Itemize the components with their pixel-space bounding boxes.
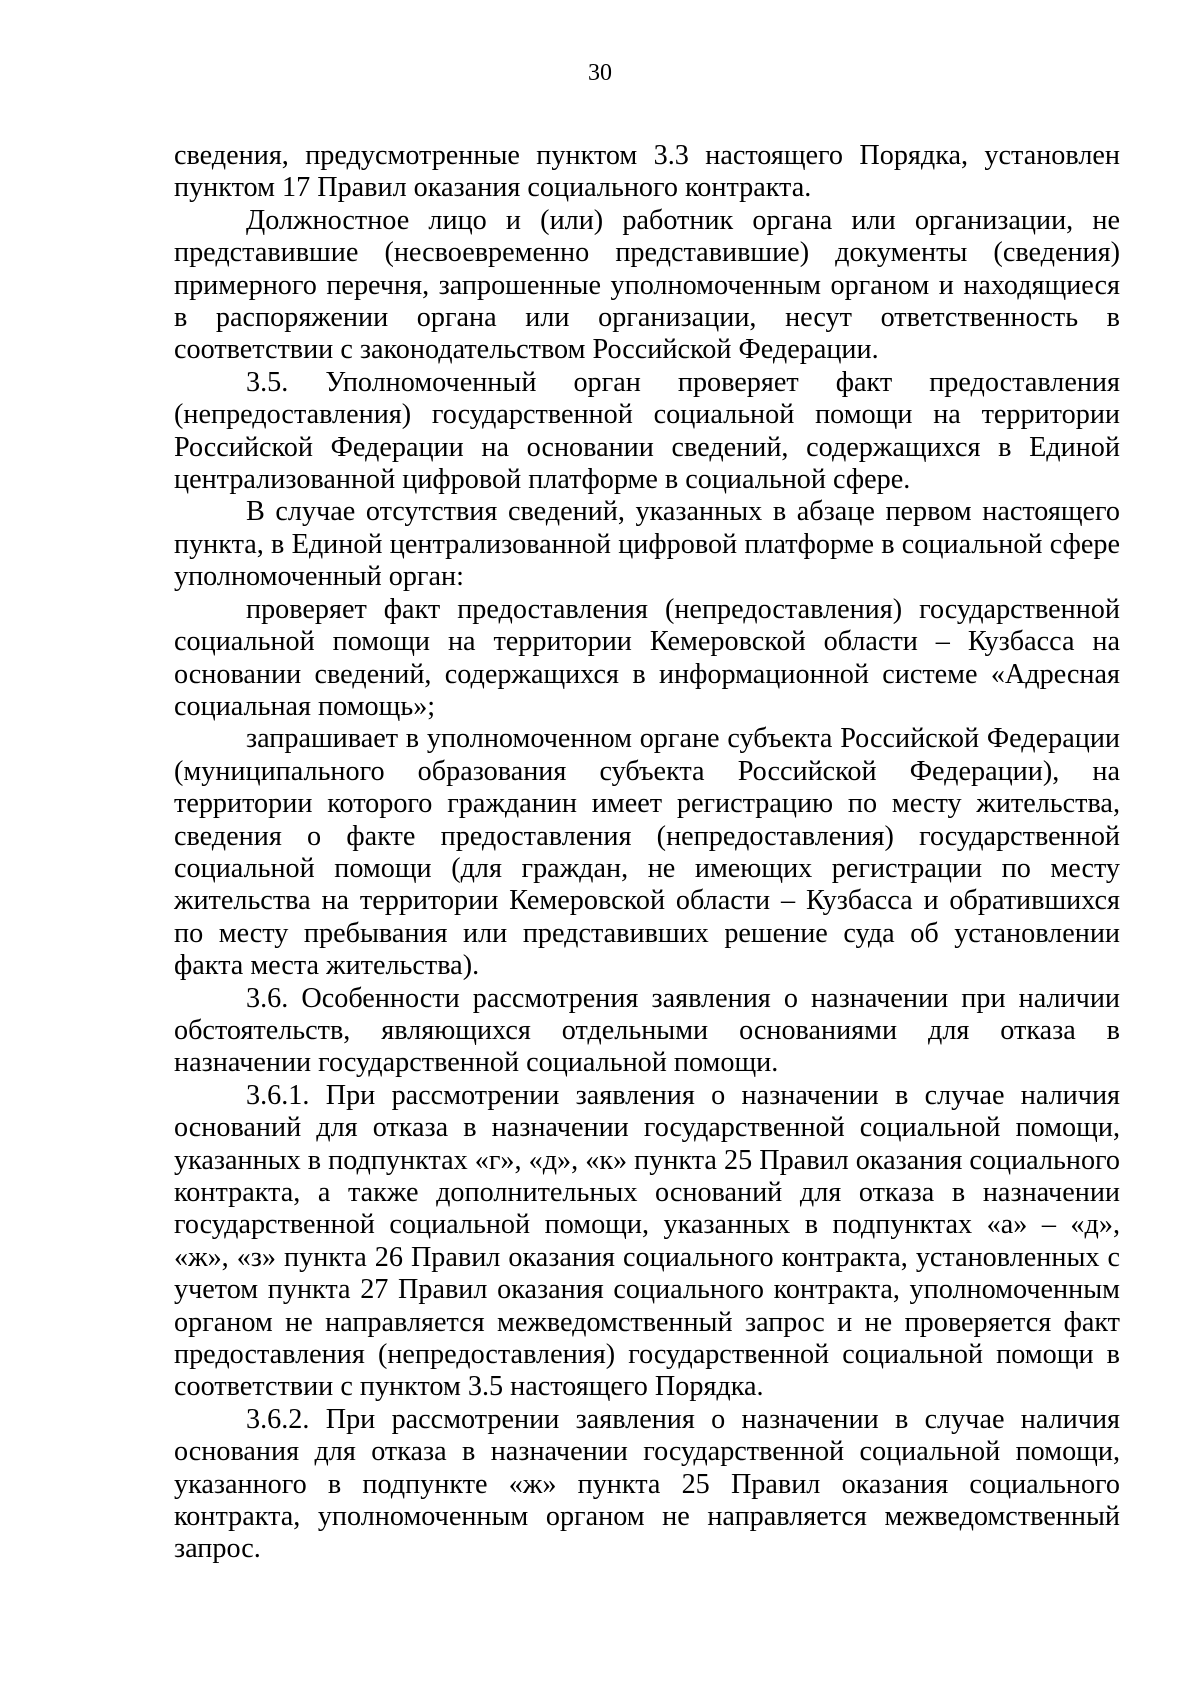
paragraph-requests-information: запрашивает в уполномоченном органе субъекта Российской Федерации (муниципального образования субъекта Российской Федерации), на территории которого гражданин имеет регистрацию по месту жительства, сведения о факте предоставления (непредоставления) государственной социальной помощи (для граждан, не имеющих регистрации по месту жительства на территории Кемеровской области – Кузбасса и обратившихся по месту пребывания или представивших решение суда об установлении факта места жительства). — [174, 723, 1120, 982]
paragraph-3-6-2: 3.6.2. При рассмотрении заявления о назначении в случае наличия основания для отказа в назначении государственной социальной помощи, указанного в подпункте «ж» пункта 25 Правил оказания социального контракта, уполномоченным органом не направляется межведомственный запрос. — [174, 1403, 1120, 1565]
paragraph-absence-of-information: В случае отсутствия сведений, указанных в абзаце первом настоящего пункта, в Единой централизованной цифровой платформе в социальной сфере уполномоченный орган: — [174, 496, 1120, 593]
paragraph-official-responsibility: Должностное лицо и (или) работник органа или организации, не представившие (несвоевременно представившие) документы (сведения) примерного перечня, запрошенные уполномоченным органом и находящиеся в распоряжении органа или организации, несут ответственность в соответствии с законодательством Российской Федерации. — [174, 204, 1120, 366]
paragraph-3-5: 3.5. Уполномоченный орган проверяет факт предоставления (непредоставления) государственной социальной помощи на территории Российской Федерации на основании сведений, содержащихся в Единой централизованной цифровой платформе в социальной сфере. — [174, 366, 1120, 496]
paragraph-3-6-1: 3.6.1. При рассмотрении заявления о назначении в случае наличия оснований для отказа в назначении государственной социальной помощи, указанных в подпунктах «г», «д», «к» пункта 25 Правил оказания социального контракта, а также дополнительных оснований для отказа в назначении государственной социальной помощи, указанных в подпунктах «а» – «д», «ж», «з» пункта 26 Правил оказания социального контракта, установленных с учетом пункта 27 Правил оказания социального контракта, уполномоченным органом не направляется межведомственный запрос и не проверяется факт предоставления (непредоставления) государственной социальной помощи в соответствии с пунктом 3.5 настоящего Порядка. — [174, 1079, 1120, 1403]
document-body — [174, 140, 1120, 1566]
paragraph-continuation: сведения, предусмотренные пунктом 3.3 настоящего Порядка, установлен пунктом 17 Правил оказания социального контракта. — [174, 140, 1120, 204]
paragraph-checks-fact: проверяет факт предоставления (непредоставления) государственной социальной помощи на территории Кемеровской области – Кузбасса на основании сведений, содержащихся в информационной системе «Адресная социальная помощь»; — [174, 593, 1120, 722]
page-number: 30 — [588, 60, 612, 86]
paragraph-3-6: 3.6. Особенности рассмотрения заявления о назначении при наличии обстоятельств, являющихся отдельными основаниями для отказа в назначении государственной социальной помощи. — [174, 982, 1120, 1079]
